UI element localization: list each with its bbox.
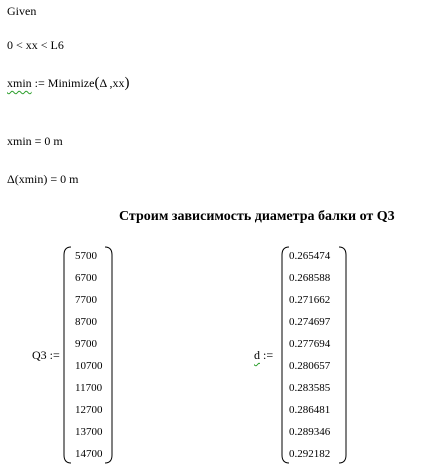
q3-matrix-cell[interactable]: 7700 [75,294,97,306]
d-label[interactable] [254,348,273,362]
d-matrix[interactable] [280,244,348,466]
q3-label[interactable]: Q3 := [32,348,60,362]
q3-matrix-cell[interactable]: 5700 [75,250,97,262]
minimize-definition[interactable] [7,76,130,90]
q3-matrix-cell[interactable]: 9700 [75,338,97,350]
d-variable: d [254,348,260,362]
d-matrix-cell[interactable]: 0.271662 [289,294,331,306]
q3-matrix-cell[interactable]: 11700 [75,382,103,394]
q3-matrix-cell[interactable]: 12700 [75,404,103,416]
d-matrix-cell[interactable]: 0.274697 [289,316,331,328]
d-matrix-cell[interactable]: 0.265474 [289,250,331,262]
minimize-function: Minimize [47,76,95,90]
minimize-arguments: Δ ,xx [99,76,125,90]
d-matrix-cell[interactable]: 0.280657 [289,360,331,372]
q3-matrix-cell[interactable]: 6700 [75,272,97,284]
d-matrix-cell[interactable]: 0.283585 [289,382,331,394]
q3-matrix[interactable] [62,244,114,466]
assign-operator: := [31,76,48,90]
delta-result[interactable]: Δ(xmin) = 0 m [7,172,79,186]
xmin-result[interactable]: xmin = 0 m [7,134,63,148]
d-assign-operator: := [260,348,274,362]
q3-matrix-cell[interactable]: 14700 [75,448,103,460]
q3-matrix-cell[interactable]: 8700 [75,316,97,328]
d-matrix-cell[interactable]: 0.289346 [289,426,331,438]
open-paren: ( [94,75,100,91]
q3-matrix-cell[interactable]: 10700 [75,360,103,372]
q3-matrix-cell[interactable]: 13700 [75,426,103,438]
given-label[interactable]: Given [7,4,37,18]
constraint-expression[interactable]: 0 < xx < L6 [7,38,64,52]
xmin-variable: xmin [7,76,32,90]
close-paren: ) [124,75,130,91]
d-matrix-cell[interactable]: 0.292182 [289,448,331,460]
section-heading[interactable]: Строим зависимость диаметра балки от Q3 [119,209,395,224]
d-matrix-cell[interactable]: 0.268588 [289,272,331,284]
d-matrix-cell[interactable]: 0.286481 [289,404,331,416]
d-matrix-cell[interactable]: 0.277694 [289,338,331,350]
